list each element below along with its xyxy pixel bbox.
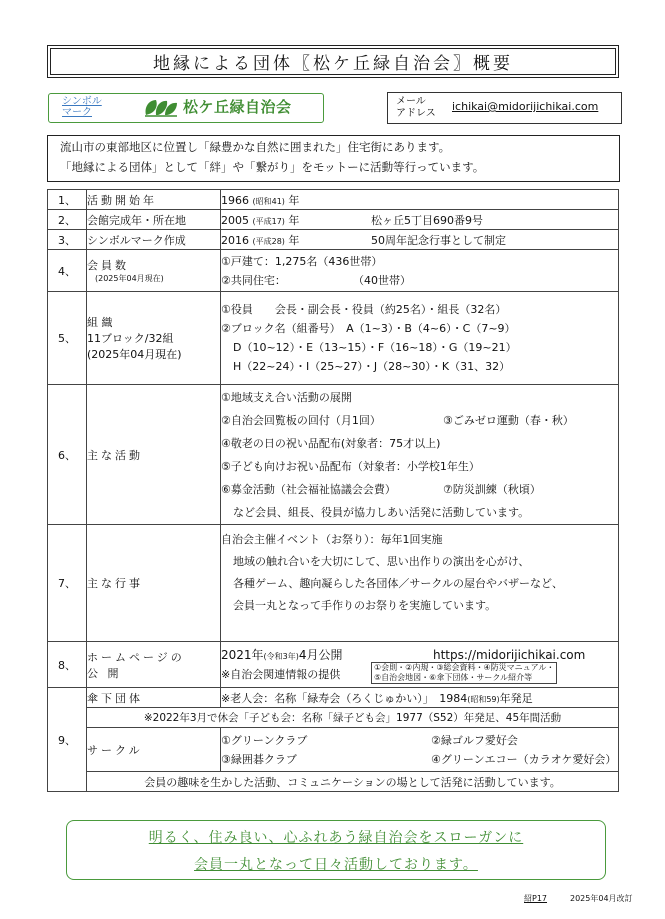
mail-label: メール アドレス bbox=[396, 96, 436, 119]
table-row bbox=[48, 708, 619, 728]
info-list-box: ①会則・②内規・③総会資料・④防災マニュアル・ ⑤自治会地図・⑥傘下団体・サークル紹介等 bbox=[371, 662, 557, 684]
page-title: 地縁による団体〖松ケ丘緑自治会〗概要 bbox=[50, 48, 616, 75]
overview-table bbox=[47, 189, 619, 792]
row-content: ①地域支え合い活動の展開 ②自治会回覧板の回付（月1回） ③ごみゼロ運動（春・秋） ④敬老の日の祝い品配布(対象者：75才以上) ⑤子ども向けお祝い品配布（対象者：小学校1年生） ⑥募金活動（社会福祉協議会会費） ⑦防災訓練（秋頃） など会員、組長、役員が協力しあい活発に活動しています。 bbox=[221, 385, 619, 525]
table-row bbox=[48, 642, 619, 688]
revision-date: 2025年04月改訂 bbox=[570, 894, 633, 903]
row-item: サークル bbox=[87, 728, 221, 772]
table-row bbox=[48, 728, 619, 772]
row-number: 4、 bbox=[48, 250, 87, 292]
row-number: 2、 bbox=[48, 210, 87, 230]
row-item: 会館完成年・所在地 bbox=[87, 210, 221, 230]
row-content: 自治会主催イベント（お祭り）：毎年1回実施 地域の触れ合いを大切にして、思い出作りの演出を心がけ、 各種ゲーム、趣向凝らした各団体／サークルの屋台やバザーなど、 会員一丸となって手作りのお祭りを実施しています。 bbox=[221, 525, 619, 642]
row-item: ホームページの 公 開 bbox=[87, 642, 221, 688]
slogan-line-1: 明るく、住み良い、心ふれあう緑自治会をスローガンに bbox=[148, 830, 524, 846]
row-number: 5、 bbox=[48, 292, 87, 385]
row-content: ※老人会：名称「緑寿会（ろくじゅかい）」 1984(昭和59)年発足 bbox=[221, 688, 619, 708]
row-number: 1、 bbox=[48, 190, 87, 210]
slogan-line-2: 会員一丸となって日々活動しております。 bbox=[194, 857, 478, 873]
row-content: ①役員 会長・副会長・役員（約25名）・組長（32名） ②ブロック名（組番号） A（1~3）・B（4~6）・C（7~9） D（10~12）・E（13~15）・F（16~18）・G（19~21） H（22~24）・I（25~27）・J（28~30）・K（31、32） bbox=[221, 292, 619, 385]
row-number: 6、 bbox=[48, 385, 87, 525]
page-number: 紹P17 bbox=[524, 894, 548, 903]
table-row bbox=[48, 190, 619, 210]
row-item: 会員数 (2025年04月現在) bbox=[87, 250, 221, 292]
row-item: 活動開始年 bbox=[87, 190, 221, 210]
table-row bbox=[48, 385, 619, 525]
row-content: 2005 (平成17) 年 松ヶ丘5丁目690番9号 bbox=[221, 210, 619, 230]
row-content: 会員の趣味を生かした活動、コミュニケーションの場として活発に活動しています。 bbox=[87, 772, 619, 792]
table-row bbox=[48, 250, 619, 292]
intro-line-2: 「地縁による団体」として「絆」や「繋がり」をモットーに活動等行っています。 bbox=[60, 160, 485, 174]
homepage-url-link[interactable]: https://midorijichikai.com bbox=[433, 647, 586, 662]
row-number: 3、 bbox=[48, 230, 87, 250]
row-content: 2021年(令和3年)4月公開 https://midorijichikai.com ※自治会関連情報の提供 ①会則・②内規・③総会資料・④防災マニュアル・ ⑤自治会地図・⑥傘下団体・サークル紹介等 bbox=[221, 642, 619, 688]
row-number: 8、 bbox=[48, 642, 87, 688]
table-row bbox=[48, 525, 619, 642]
symbol-name: 松ケ丘緑自治会 bbox=[183, 98, 292, 116]
table-row bbox=[48, 688, 619, 708]
row-number: 7、 bbox=[48, 525, 87, 642]
row-item: 主な行事 bbox=[87, 525, 221, 642]
table-row bbox=[48, 772, 619, 792]
row-content: ※2022年3月で休会「子ども会：名称「緑子ども会」1977（S52）年発足、45年間活動 bbox=[87, 708, 619, 728]
mail-address-link[interactable]: ichikai@midorijichikai.com bbox=[452, 100, 599, 113]
intro-line-1: 流山市の東部地区に位置し「緑豊かな自然に囲まれた」住宅街にあります。 bbox=[60, 140, 451, 154]
row-item: 主な活動 bbox=[87, 385, 221, 525]
row-content: ①戸建て：1,275名（436世帯） ②共同住宅： （40世帯） bbox=[221, 250, 619, 292]
row-item: 組 織 11ブロック/32組 (2025年04月現在) bbox=[87, 292, 221, 385]
row-content: 1966 (昭和41) 年 bbox=[221, 190, 619, 210]
table-row bbox=[48, 230, 619, 250]
row-number: 9、 bbox=[48, 688, 87, 792]
row-content: 2016 (平成28) 年 50周年記念行事として制定 bbox=[221, 230, 619, 250]
symbol-mark-label: シンボル マーク bbox=[62, 96, 102, 118]
table-row bbox=[48, 292, 619, 385]
title-box bbox=[47, 45, 619, 78]
row-content: ①グリーンクラブ ②緑ゴルフ愛好会 ③緑囲碁クラブ ④グリーンエコー（カラオケ愛好会） bbox=[221, 728, 619, 772]
row-item: 傘下団体 bbox=[87, 688, 221, 708]
leaf-logo-icon bbox=[143, 97, 179, 118]
row-item: シンボルマーク作成 bbox=[87, 230, 221, 250]
table-row bbox=[48, 210, 619, 230]
